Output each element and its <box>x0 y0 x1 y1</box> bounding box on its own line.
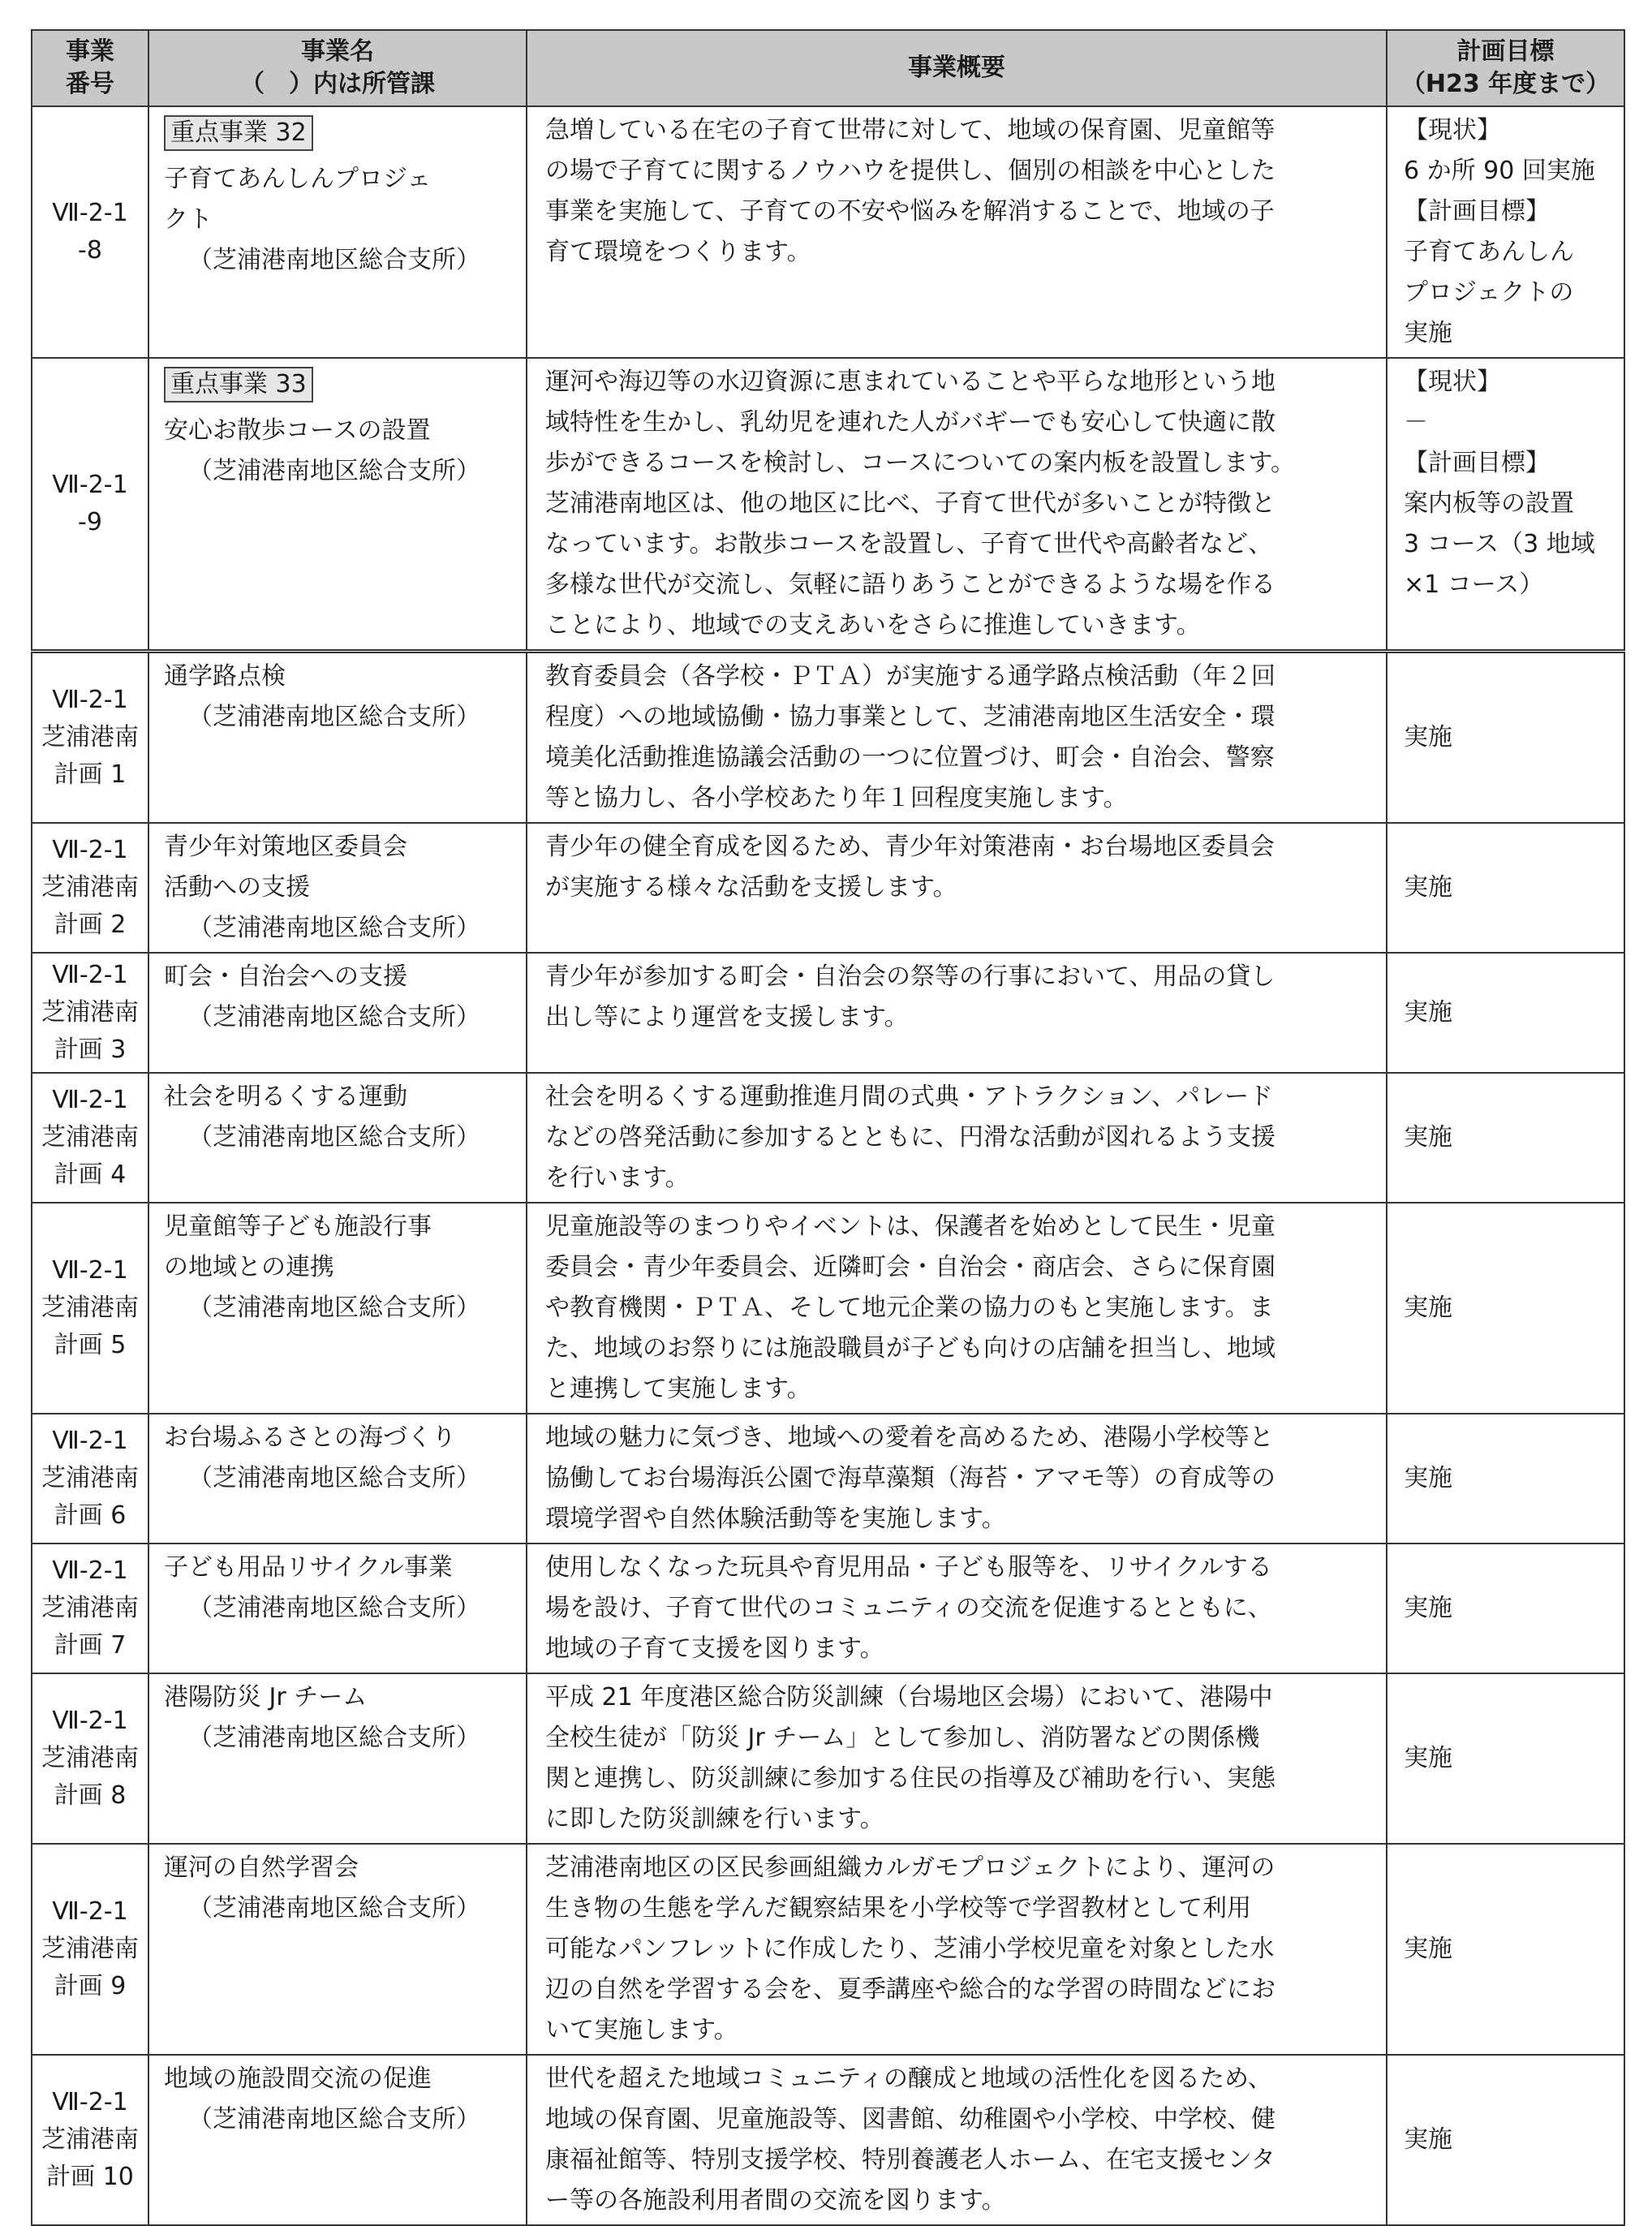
project-number-cell <box>32 1073 148 1203</box>
project-number-line: Ⅶ-2-1 <box>52 686 128 714</box>
project-number-line: 芝浦港南 <box>41 1294 139 1322</box>
summary-line: などの啓発活動に参加するとともに、円滑な活動が図れるよう支援 <box>545 1123 1276 1152</box>
project-number-line: Ⅶ-2-1 <box>52 199 128 227</box>
summary-line: 関と連携し、防災訓練に参加する住民の指導及び補助を行い、実態 <box>545 1764 1276 1793</box>
summary-line: 育て環境をつくります。 <box>545 238 811 266</box>
project-number-cell <box>32 1673 148 1844</box>
summary-line: 運河や海辺等の水辺資源に恵まれていることや平らな地形という地 <box>545 368 1276 396</box>
summary-line: 使用しなくなった玩具や育児用品・子ども服等を、リサイクルする <box>545 1553 1272 1582</box>
project-number-line: Ⅶ-2-1 <box>52 471 128 499</box>
plan-target-line: 実施 <box>1404 1744 1452 1772</box>
plan-target-cell <box>1387 953 1624 1073</box>
header-number-line: 事業 <box>66 37 114 66</box>
project-summary-cell <box>527 1673 1387 1844</box>
summary-line: 境美化活動推進協議会活動の一つに位置づけ、町会・自治会、警察 <box>545 743 1275 772</box>
project-number-line: -9 <box>78 508 102 536</box>
summary-line: 地域の魅力に気づき、地域への愛着を高めるため、港陽小学校等と <box>545 1423 1274 1452</box>
table-row <box>32 953 1624 1073</box>
plan-target-cell <box>1387 2055 1624 2225</box>
project-number-line: 計画 3 <box>54 1035 127 1064</box>
summary-line: に即した防災訓練を行います。 <box>545 1805 884 1833</box>
summary-line: 芝浦港南地区は、他の地区に比べ、子育て世代が多いことが特徴と <box>545 489 1276 518</box>
summary-line: 出し等により運営を支援します。 <box>545 1003 909 1031</box>
plan-target-cell <box>1387 1414 1624 1544</box>
plan-target-cell <box>1387 1073 1624 1203</box>
project-number-cell <box>32 1544 148 1673</box>
project-summary-cell <box>527 106 1387 358</box>
table-header-row <box>32 30 1624 106</box>
project-summary-cell <box>527 1073 1387 1203</box>
plan-target-cell <box>1387 106 1624 358</box>
project-summary-cell <box>527 953 1387 1073</box>
department-label: （芝浦港南地区総合支所） <box>188 1724 480 1752</box>
summary-line: が実施する様々な活動を支援します。 <box>545 873 957 902</box>
summary-line: いて実施します。 <box>545 2016 738 2044</box>
project-number-cell <box>32 1203 148 1414</box>
plan-target-line: プロジェクトの <box>1404 278 1574 307</box>
department-label: （芝浦港南地区総合支所） <box>188 457 480 485</box>
document-page <box>31 29 1624 2226</box>
project-name-line: の地域との連携 <box>164 1253 334 1281</box>
project-name-line: 青少年対策地区委員会 <box>164 833 407 861</box>
plan-target-line: 実施 <box>1404 723 1452 751</box>
plan-target-line: 実施 <box>1404 1935 1452 1963</box>
project-name-line: お台場ふるさとの海づくり <box>164 1423 456 1452</box>
project-name-cell <box>148 1414 527 1544</box>
project-number-line: 計画 7 <box>54 1631 127 1660</box>
header-number <box>32 30 148 106</box>
project-number-line: Ⅶ-2-1 <box>52 2088 128 2116</box>
project-number-cell <box>32 953 148 1073</box>
table-row <box>32 1673 1624 1844</box>
summary-line: 青少年の健全育成を図るため、青少年対策港南・お台場地区委員会 <box>545 833 1275 861</box>
header-target-line: 計画目標 <box>1456 37 1555 66</box>
project-name-line: 町会・自治会への支援 <box>164 962 407 991</box>
department-label: （芝浦港南地区総合支所） <box>188 246 480 274</box>
project-table <box>31 29 1625 2226</box>
project-number-line: 計画 4 <box>54 1160 127 1189</box>
plan-target-line: 実施 <box>1404 1294 1452 1322</box>
project-name-cell <box>148 1544 527 1673</box>
project-number-cell <box>32 1844 148 2055</box>
plan-target-line: 【現状】 <box>1404 116 1501 144</box>
department-label: （芝浦港南地区総合支所） <box>188 1594 480 1622</box>
project-number-line: 計画 9 <box>54 1972 127 2000</box>
summary-line: 可能なパンフレットに作成したり、芝浦小学校児童を対象とした水 <box>545 1935 1275 1963</box>
header-summary <box>527 30 1387 106</box>
project-number-line: 計画 6 <box>54 1501 127 1530</box>
plan-target-line: － <box>1404 408 1428 437</box>
project-name-cell <box>148 1673 527 1844</box>
project-number-line: Ⅶ-2-1 <box>52 1256 128 1285</box>
project-number-line: 芝浦港南 <box>41 1744 139 1772</box>
project-number-cell <box>32 652 148 824</box>
plan-target-line: 実施 <box>1404 1594 1452 1622</box>
plan-target-line: 【計画目標】 <box>1404 197 1550 226</box>
table-row <box>32 1844 1624 2055</box>
table-row <box>32 652 1624 824</box>
project-number-cell <box>32 106 148 358</box>
summary-line: 程度）への地域協働・協力事業として、芝浦港南地区生活安全・環 <box>545 703 1276 731</box>
project-number-cell <box>32 2055 148 2225</box>
department-label: （芝浦港南地区総合支所） <box>188 914 480 942</box>
project-name-cell <box>148 953 527 1073</box>
header-name-line: 事業名 <box>301 37 374 66</box>
header-name-line: （ ）内は所管課 <box>240 70 435 98</box>
plan-target-line: 実施 <box>1404 1123 1452 1152</box>
project-name-line: 地域の施設間交流の促進 <box>164 2065 432 2093</box>
plan-target-cell <box>1387 358 1624 652</box>
summary-line: 場を設け、子育て世代のコミュニティの交流を促進するとともに、 <box>545 1594 1272 1622</box>
project-number-cell <box>32 358 148 652</box>
project-name-line: 通学路点検 <box>164 662 286 691</box>
table-row <box>32 1073 1624 1203</box>
priority-badge: 重点事業 32 <box>164 115 313 151</box>
plan-target-line: 実施 <box>1404 319 1452 347</box>
plan-target-line: 【計画目標】 <box>1404 449 1550 477</box>
project-number-line: Ⅶ-2-1 <box>52 961 128 989</box>
plan-target-cell <box>1387 1673 1624 1844</box>
summary-line: 地域の保育園、児童施設等、図書館、幼稚園や小学校、中学校、健 <box>545 2105 1276 2133</box>
project-number-line: Ⅶ-2-1 <box>52 1897 128 1926</box>
summary-line: や教育機関・ＰＴＡ、そして地元企業の協力のもと実施します。ま <box>545 1294 1274 1322</box>
plan-target-line: 【現状】 <box>1404 368 1501 396</box>
project-number-line: 計画 1 <box>54 760 127 789</box>
plan-target-line: 実施 <box>1404 1464 1452 1492</box>
plan-target-line: 案内板等の設置 <box>1404 489 1574 518</box>
project-number-line: 芝浦港南 <box>41 2125 139 2154</box>
table-body <box>32 106 1624 2225</box>
priority-badge: 重点事業 33 <box>164 367 313 403</box>
summary-line: 協働してお台場海浜公園で海草藻類（海苔・アマモ等）の育成等の <box>545 1464 1276 1492</box>
project-name-cell <box>148 1073 527 1203</box>
project-name-cell <box>148 2055 527 2225</box>
summary-line: 康福祉館等、特別支援学校、特別養護老人ホーム、在宅支援センタ <box>545 2146 1276 2174</box>
plan-target-line: 実施 <box>1404 998 1452 1027</box>
project-name-cell <box>148 823 527 953</box>
summary-line: 等と協力し、各小学校あたり年１回程度実施します。 <box>545 784 1128 812</box>
department-label: （芝浦港南地区総合支所） <box>188 1003 480 1031</box>
project-number-line: 芝浦港南 <box>41 1123 139 1152</box>
project-number-line: 芝浦港南 <box>41 873 139 902</box>
summary-line: 社会を明るくする運動推進月間の式典・アトラクション、パレード <box>545 1083 1273 1111</box>
project-name-cell <box>148 1844 527 2055</box>
summary-line: た、地域のお祭りには施設職員が子ども向けの店舗を担当し、地域 <box>545 1334 1276 1363</box>
summary-line: 芝浦港南地区の区民参画組織カルガモプロジェクトにより、運河の <box>545 1854 1276 1882</box>
table-row <box>32 1203 1624 1414</box>
plan-target-cell <box>1387 1544 1624 1673</box>
department-label: （芝浦港南地区総合支所） <box>188 1464 480 1492</box>
summary-line: 歩ができるコースを検討し、コースについての案内板を設置します。 <box>545 449 1295 477</box>
project-summary-cell <box>527 2055 1387 2225</box>
project-number-line: Ⅶ-2-1 <box>52 836 128 864</box>
project-summary-cell <box>527 652 1387 824</box>
project-number-line: Ⅶ-2-1 <box>52 1086 128 1114</box>
plan-target-line: 6 か所 90 回実施 <box>1404 157 1595 185</box>
summary-line: と連携して実施します。 <box>545 1375 811 1403</box>
project-name-line: 児童館等子ども施設行事 <box>164 1212 432 1241</box>
summary-line: 世代を超えた地域コミュニティの醸成と地域の活性化を図るため、 <box>545 2065 1272 2093</box>
project-number-line: -8 <box>78 236 102 265</box>
plan-target-cell <box>1387 1203 1624 1414</box>
plan-target-cell <box>1387 652 1624 824</box>
plan-target-line: 3 コース（3 地域 <box>1404 530 1595 558</box>
summary-line: 児童施設等のまつりやイベントは、保護者を始めとして民生・児童 <box>545 1212 1276 1241</box>
project-number-cell <box>32 1414 148 1544</box>
project-name-line: 安心お散歩コースの設置 <box>164 416 431 445</box>
table-row <box>32 106 1624 358</box>
summary-line: 辺の自然を学習する会を、夏季講座や総合的な学習の時間などにお <box>545 1975 1276 2004</box>
plan-target-cell <box>1387 1844 1624 2055</box>
summary-line: 事業を実施して、子育ての不安や悩みを解消することで、地域の子 <box>545 197 1275 226</box>
project-number-line: 芝浦港南 <box>41 1594 139 1622</box>
project-number-cell <box>32 823 148 953</box>
project-number-line: 芝浦港南 <box>41 1935 139 1963</box>
project-number-line: 芝浦港南 <box>41 998 139 1027</box>
summary-line: 教育委員会（各学校・ＰＴＡ）が実施する通学路点検活動（年２回 <box>545 662 1276 691</box>
project-summary-cell <box>527 1544 1387 1673</box>
header-summary-text: 事業概要 <box>908 54 1005 82</box>
project-name-line: 活動への支援 <box>164 873 310 902</box>
table-row <box>32 1414 1624 1544</box>
project-number-line: Ⅶ-2-1 <box>52 1707 128 1735</box>
project-summary-cell <box>527 823 1387 953</box>
project-name-cell <box>148 106 527 358</box>
summary-line: 地域の子育て支援を図ります。 <box>545 1634 884 1663</box>
summary-line: 域特性を生かし、乳幼児を連れた人がバギーでも安心して快適に散 <box>545 408 1276 437</box>
summary-line: 生き物の生態を学んだ観察結果を小学校等で学習教材として利用 <box>545 1894 1251 1922</box>
summary-line: 多様な世代が交流し、気軽に語りあうことができるような場を作る <box>545 570 1276 599</box>
project-name-line: 子ども用品リサイクル事業 <box>164 1553 453 1582</box>
summary-line: ことにより、地域での支えあいをさらに推進していきます。 <box>545 611 1201 639</box>
summary-line: 急増している在宅の子育て世帯に対して、地域の保育園、児童館等 <box>545 116 1276 144</box>
table-row <box>32 358 1624 652</box>
project-name-line: 社会を明るくする運動 <box>164 1083 407 1111</box>
project-name-line: 港陽防災 Jr チーム <box>164 1683 368 1711</box>
project-number-line: 計画 5 <box>54 1331 127 1359</box>
project-number-line: 計画 8 <box>54 1781 127 1810</box>
summary-line: 平成 21 年度港区総合防災訓練（台場地区会場）において、港陽中 <box>545 1683 1273 1711</box>
department-label: （芝浦港南地区総合支所） <box>188 1894 480 1922</box>
header-name <box>148 30 527 106</box>
summary-line: 全校生徒が「防災 Jr チーム」として参加し、消防署などの関係機 <box>545 1724 1260 1752</box>
department-label: （芝浦港南地区総合支所） <box>188 1123 480 1152</box>
project-name-line: 子育てあんしんプロジェ <box>164 165 432 193</box>
summary-line: を行います。 <box>545 1164 690 1192</box>
project-name-line: 運河の自然学習会 <box>164 1854 359 1882</box>
header-number-line: 番号 <box>66 70 114 98</box>
department-label: （芝浦港南地区総合支所） <box>188 2105 480 2133</box>
project-number-line: 芝浦港南 <box>41 1464 139 1492</box>
project-summary-cell <box>527 358 1387 652</box>
project-summary-cell <box>527 1203 1387 1414</box>
header-target <box>1387 30 1624 106</box>
summary-line: ー等の各施設利用者間の交流を図ります。 <box>545 2186 1006 2215</box>
plan-target-line: ×1 コース） <box>1404 570 1544 599</box>
project-number-line: 芝浦港南 <box>41 723 139 751</box>
project-number-line: Ⅶ-2-1 <box>52 1427 128 1455</box>
table-row <box>32 1544 1624 1673</box>
plan-target-line: 子育てあんしん <box>1404 238 1574 266</box>
project-name-line: クト <box>164 205 213 234</box>
project-name-cell <box>148 652 527 824</box>
project-summary-cell <box>527 1844 1387 2055</box>
project-number-line: Ⅶ-2-1 <box>52 1556 128 1585</box>
department-label: （芝浦港南地区総合支所） <box>188 703 480 731</box>
summary-line: 環境学習や自然体験活動等を実施します。 <box>545 1505 1006 1533</box>
project-number-line: 計画 10 <box>46 2163 134 2191</box>
plan-target-cell <box>1387 823 1624 953</box>
project-name-cell <box>148 1203 527 1414</box>
project-summary-cell <box>527 1414 1387 1544</box>
summary-line: 委員会・青少年委員会、近隣町会・自治会・商店会、さらに保育園 <box>545 1253 1276 1281</box>
summary-line: なっています。お散歩コースを設置し、子育て世代や高齢者など、 <box>545 530 1273 558</box>
plan-target-line: 実施 <box>1404 873 1452 902</box>
project-name-cell <box>148 358 527 652</box>
department-label: （芝浦港南地区総合支所） <box>188 1294 480 1322</box>
summary-line: 青少年が参加する町会・自治会の祭等の行事において、用品の貸し <box>545 962 1276 991</box>
summary-line: の場で子育てに関するノウハウを提供し、個別の相談を中心とした <box>545 157 1276 185</box>
project-number-line: 計画 2 <box>54 911 127 939</box>
header-target-line: （H23 年度まで） <box>1400 70 1611 98</box>
table-row <box>32 823 1624 953</box>
table-row <box>32 2055 1624 2225</box>
plan-target-line: 実施 <box>1404 2125 1452 2154</box>
